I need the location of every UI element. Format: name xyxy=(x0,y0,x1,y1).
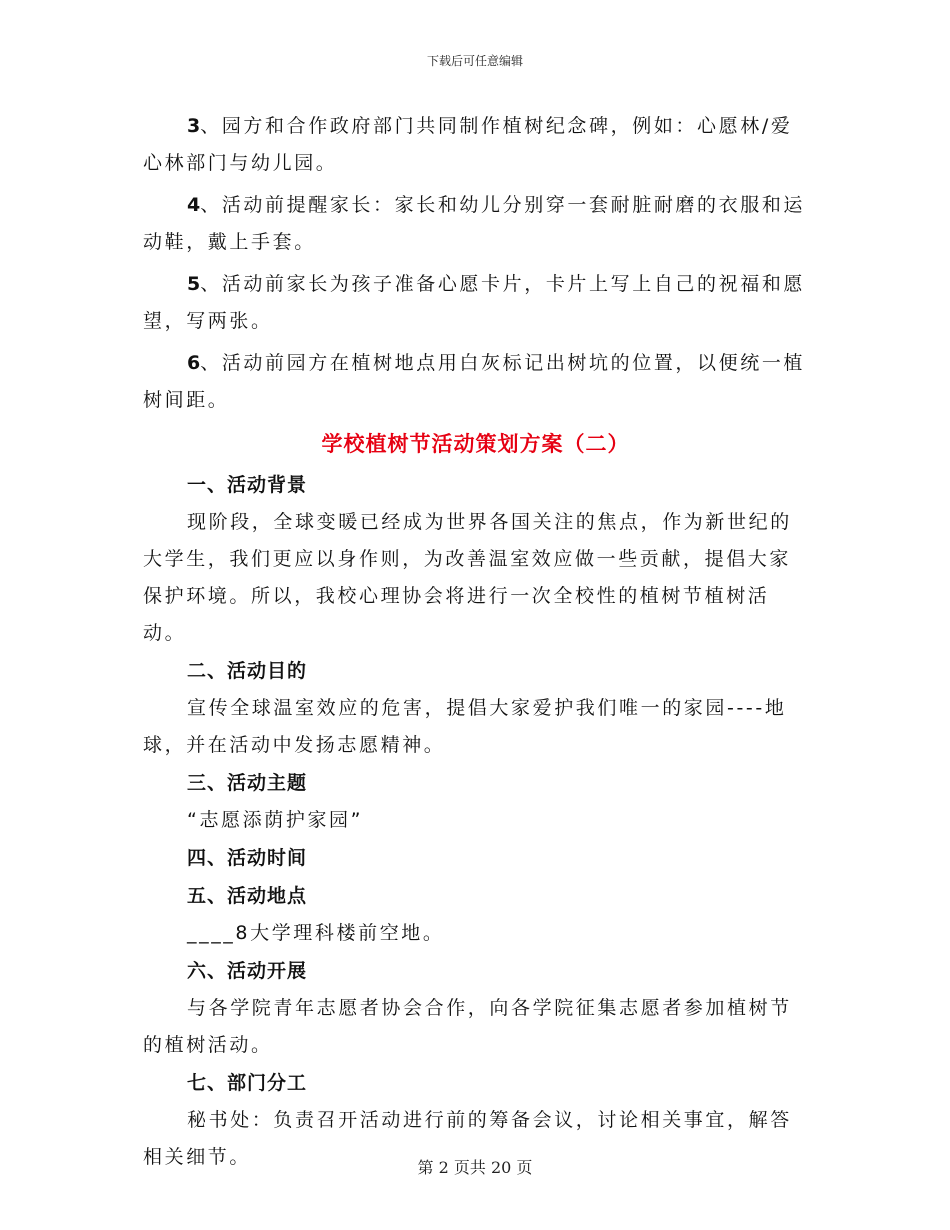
section-body: 宣传全球温室效应的危害，提倡大家爱护我们唯一的家园----地球，并在活动中发扬志愿精神。 xyxy=(143,697,787,756)
document-title: 学校植树节活动策划方案（二） xyxy=(321,432,630,456)
section-body: ____8大学理科楼前空地。 xyxy=(187,922,445,944)
list-number: 6 xyxy=(187,352,201,374)
list-text: 、园方和合作政府部门共同制作植树纪念碑，例如：心愿林/爱心林部门与幼儿园。 xyxy=(143,115,793,174)
section-heading: 二、活动目的 xyxy=(187,660,308,682)
section-heading: 五、活动地点 xyxy=(187,885,308,907)
section-body: “志愿添荫护家园” xyxy=(187,809,364,831)
list-number: 4 xyxy=(187,194,201,216)
section-heading: 三、活动主题 xyxy=(187,772,308,794)
section-heading: 一、活动背景 xyxy=(187,474,308,496)
list-number: 3 xyxy=(187,115,201,137)
section-heading: 六、活动开展 xyxy=(187,960,308,982)
list-item xyxy=(143,108,808,182)
page-header: 下载后可任意编辑 xyxy=(426,54,523,68)
list-number: 5 xyxy=(187,273,201,295)
section-body: 与各学院青年志愿者协会合作，向各学院征集志愿者参加植树节的植树活动。 xyxy=(143,997,792,1056)
list-text: 、活动前家长为孩子准备心愿卡片，卡片上写上自己的祝福和愿望，写两张。 xyxy=(143,273,806,332)
section-body: 现阶段，全球变暖已经成为世界各国关注的焦点，作为新世纪的大学生，我们更应以身作则，为改善温室效应做一些贡献，提倡大家保护环境。所以，我校心理协会将进行一次全校性的植树节植树活动。 xyxy=(143,511,792,644)
document-body xyxy=(143,108,808,1176)
list-text: 、活动前园方在植树地点用白灰标记出树坑的位置，以便统一植树间距。 xyxy=(143,352,806,411)
list-item xyxy=(143,345,808,419)
page-footer: 第 2 页共 20 页 xyxy=(417,1158,533,1177)
section-heading: 四、活动时间 xyxy=(187,847,308,869)
list-text: 、活动前提醒家长：家长和幼儿分别穿一套耐脏耐磨的衣服和运动鞋，戴上手套。 xyxy=(143,194,806,253)
section-heading: 七、部门分工 xyxy=(187,1072,308,1094)
list-item xyxy=(143,266,808,340)
section-body: 秘书处：负责召开活动进行前的筹备会议，讨论相关事宜，解答相关细节。 xyxy=(143,1109,792,1168)
list-item xyxy=(143,187,808,261)
